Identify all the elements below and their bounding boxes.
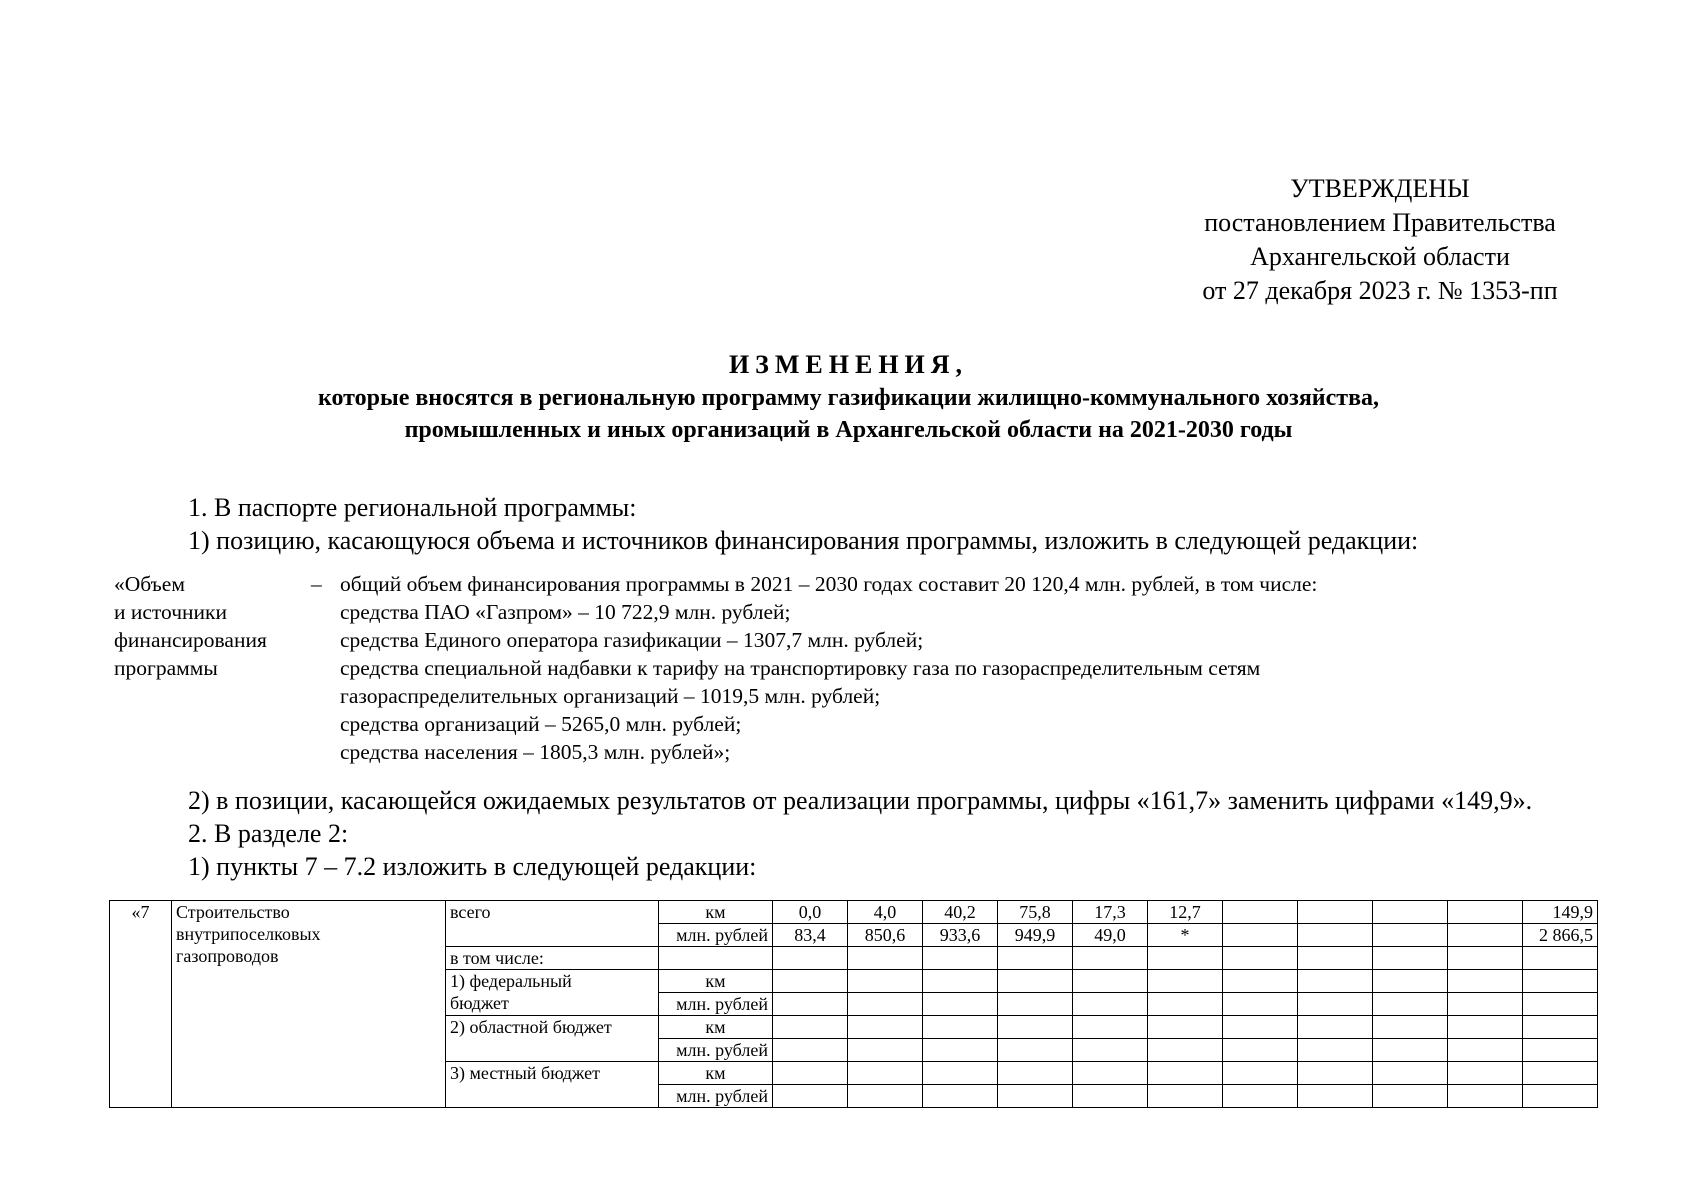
table-cell: 0,0 xyxy=(773,901,848,924)
table-cell xyxy=(773,1016,848,1039)
table-cell xyxy=(773,947,848,970)
item-name xyxy=(172,901,446,1108)
label-line: финансирования xyxy=(114,628,267,652)
table-cell xyxy=(848,947,923,970)
table-cell xyxy=(1223,970,1298,993)
table-cell: 17,3 xyxy=(1073,901,1148,924)
table-cell xyxy=(1448,1016,1523,1039)
table-cell xyxy=(1148,947,1223,970)
table-cell xyxy=(923,947,998,970)
unit-rub: млн. рублей xyxy=(659,1039,773,1062)
unit-rub: млн. рублей xyxy=(659,1085,773,1108)
passport-label xyxy=(114,570,304,682)
table-cell: 949,9 xyxy=(998,924,1073,947)
label-line: программы xyxy=(114,656,218,680)
item-number: «7 xyxy=(110,901,172,1108)
table-cell xyxy=(848,1039,923,1062)
table-cell xyxy=(1523,947,1598,970)
table-cell: * xyxy=(1148,924,1223,947)
table-cell xyxy=(1298,1039,1373,1062)
table-cell xyxy=(998,993,1073,1016)
table-cell xyxy=(923,1062,998,1085)
table-cell xyxy=(1448,993,1523,1016)
table-cell xyxy=(848,1016,923,1039)
unit-km: км xyxy=(659,901,773,924)
table-cell xyxy=(1223,924,1298,947)
table-cell xyxy=(1448,970,1523,993)
passport-line: средства населения – 1805,3 млн. рублей»; xyxy=(340,740,731,764)
table-cell xyxy=(848,1062,923,1085)
passport-line: средства организаций – 5265,0 млн. рублей; xyxy=(340,712,742,736)
table-cell xyxy=(1523,993,1598,1016)
table-cell xyxy=(1373,993,1448,1016)
table-cell xyxy=(848,970,923,993)
table-cell xyxy=(998,970,1073,993)
table-cell xyxy=(1298,947,1373,970)
table-row xyxy=(110,901,1598,924)
table-cell xyxy=(1298,1085,1373,1108)
table-cell xyxy=(1298,901,1373,924)
approval-line: Архангельской области xyxy=(1250,242,1510,271)
approval-block xyxy=(1150,172,1610,308)
table-cell xyxy=(848,993,923,1016)
table-cell: 75,8 xyxy=(998,901,1073,924)
table-cell xyxy=(1373,1016,1448,1039)
table-cell xyxy=(1298,924,1373,947)
table-cell xyxy=(923,993,998,1016)
source-local: 3) местный бюджет xyxy=(446,1062,659,1108)
table-cell xyxy=(1223,1062,1298,1085)
source-line: 1) федеральный xyxy=(450,971,572,991)
table-cell xyxy=(998,947,1073,970)
table-cell xyxy=(1223,1085,1298,1108)
table-cell xyxy=(1073,993,1148,1016)
table-cell xyxy=(1523,1039,1598,1062)
table-cell xyxy=(1223,947,1298,970)
approval-date: от 27 декабря 2023 г. № 1353-пп xyxy=(1202,276,1558,305)
table-cell xyxy=(1073,1016,1148,1039)
table-cell xyxy=(1298,970,1373,993)
table-cell xyxy=(923,1039,998,1062)
paragraph: 2. В разделе 2: xyxy=(188,819,349,848)
passport-line: общий объем финансирования программы в 2021 – 2030 годах составит 20 120,4 млн. рублей, в том числе: xyxy=(340,572,1318,596)
table-cell: 83,4 xyxy=(773,924,848,947)
source-regional: 2) областной бюджет xyxy=(446,1016,659,1062)
unit-km: км xyxy=(659,970,773,993)
paragraph: 2) в позиции, касающейся ожидаемых результатов от реализации программы, цифры «161,7» заменить цифрами «149,9». xyxy=(188,786,1533,815)
table-cell: 850,6 xyxy=(848,924,923,947)
title-subtitle: промышленных и иных организаций в Архангельской области на 2021-2030 годы xyxy=(404,417,1293,443)
item-name-line: внутрипоселковых xyxy=(176,924,321,944)
passport-line: газораспределительных организаций – 1019,5 млн. рублей; xyxy=(340,684,881,708)
source-federal xyxy=(446,970,659,1016)
table-cell xyxy=(773,993,848,1016)
table-cell xyxy=(1073,947,1148,970)
document-title xyxy=(0,348,1697,446)
approval-line: постановлением Правительства xyxy=(1204,208,1556,237)
table-cell xyxy=(1073,1039,1148,1062)
unit-rub: млн. рублей xyxy=(659,924,773,947)
unit-km: км xyxy=(659,1016,773,1039)
unit-rub: млн. рублей xyxy=(659,993,773,1016)
paragraph: 1) пункты 7 – 7.2 изложить в следующей редакции: xyxy=(188,852,757,881)
table-cell xyxy=(1298,993,1373,1016)
table-cell xyxy=(773,1062,848,1085)
table-cell xyxy=(1448,1039,1523,1062)
table-cell xyxy=(923,1085,998,1108)
table-cell xyxy=(1373,1062,1448,1085)
table-cell xyxy=(1298,1062,1373,1085)
table-cell xyxy=(1523,970,1598,993)
table-cell xyxy=(1373,1039,1448,1062)
table-cell xyxy=(1373,901,1448,924)
passport-line: средства ПАО «Газпром» – 10 722,9 млн. рублей; xyxy=(340,600,791,624)
table-cell xyxy=(1448,901,1523,924)
title-main: ИЗМЕНЕНИЯ, xyxy=(728,350,969,379)
table-cell xyxy=(1223,1039,1298,1062)
table-cell xyxy=(1373,924,1448,947)
table-cell xyxy=(1073,1085,1148,1108)
table-cell xyxy=(1073,970,1148,993)
table-cell xyxy=(773,1039,848,1062)
table-cell xyxy=(923,1016,998,1039)
table-cell xyxy=(1448,1085,1523,1108)
table-cell xyxy=(773,1085,848,1108)
label-line: и источники xyxy=(114,600,228,624)
table-cell-total: 149,9 xyxy=(1523,901,1598,924)
table-cell xyxy=(1148,1016,1223,1039)
table-cell xyxy=(1148,970,1223,993)
passport-text xyxy=(340,570,1317,766)
approval-heading: УТВЕРЖДЕНЫ xyxy=(1290,174,1470,203)
title-subtitle: которые вносятся в региональную программу газификации жилищно-коммунального хозяйства, xyxy=(317,385,1380,411)
table-cell xyxy=(1448,1062,1523,1085)
table-cell: 4,0 xyxy=(848,901,923,924)
table-cell: 40,2 xyxy=(923,901,998,924)
results-table xyxy=(109,900,1598,1108)
table-cell-total: 2 866,5 xyxy=(1523,924,1598,947)
table-cell: 933,6 xyxy=(923,924,998,947)
table-cell xyxy=(1148,1039,1223,1062)
table-cell: 49,0 xyxy=(1073,924,1148,947)
paragraph: 1) позицию, касающуюся объема и источников финансирования программы, изложить в следующей редакции: xyxy=(188,526,1419,555)
table-cell xyxy=(998,1039,1073,1062)
table-cell xyxy=(1223,993,1298,1016)
label-line: «Объем xyxy=(114,572,185,596)
table-cell xyxy=(1523,1062,1598,1085)
table-cell xyxy=(1148,1085,1223,1108)
table-cell xyxy=(923,970,998,993)
table-cell xyxy=(998,1062,1073,1085)
table-cell xyxy=(1448,924,1523,947)
table-cell xyxy=(1373,970,1448,993)
passport-line: средства Единого оператора газификации – 1307,7 млн. рублей; xyxy=(340,628,924,652)
table-cell xyxy=(1448,947,1523,970)
passport-line: средства специальной надбавки к тарифу на транспортировку газа по газораспределительным сетям xyxy=(340,656,1261,680)
table-cell xyxy=(1523,1085,1598,1108)
source-line: бюджет xyxy=(450,993,509,1013)
paragraph: 1. В паспорте региональной программы: xyxy=(188,493,637,522)
table-cell xyxy=(998,1085,1073,1108)
passport-dash: – xyxy=(311,572,322,596)
table-cell xyxy=(1298,1016,1373,1039)
table-cell xyxy=(1223,901,1298,924)
table-cell xyxy=(1373,1085,1448,1108)
table-cell xyxy=(1223,1016,1298,1039)
item-name-line: Строительство xyxy=(176,902,290,922)
source-including: в том числе: xyxy=(446,947,659,970)
table-cell xyxy=(1073,1062,1148,1085)
table-cell xyxy=(1148,993,1223,1016)
unit-km: км xyxy=(659,1062,773,1085)
table-cell xyxy=(1523,1016,1598,1039)
table-cell xyxy=(998,1016,1073,1039)
item-name-line: газопроводов xyxy=(176,946,279,966)
source-total: всего xyxy=(446,901,659,947)
table-cell xyxy=(1148,1062,1223,1085)
table-cell xyxy=(773,970,848,993)
table-cell xyxy=(848,1085,923,1108)
table-cell xyxy=(1373,947,1448,970)
unit-empty xyxy=(659,947,773,970)
table-cell: 12,7 xyxy=(1148,901,1223,924)
